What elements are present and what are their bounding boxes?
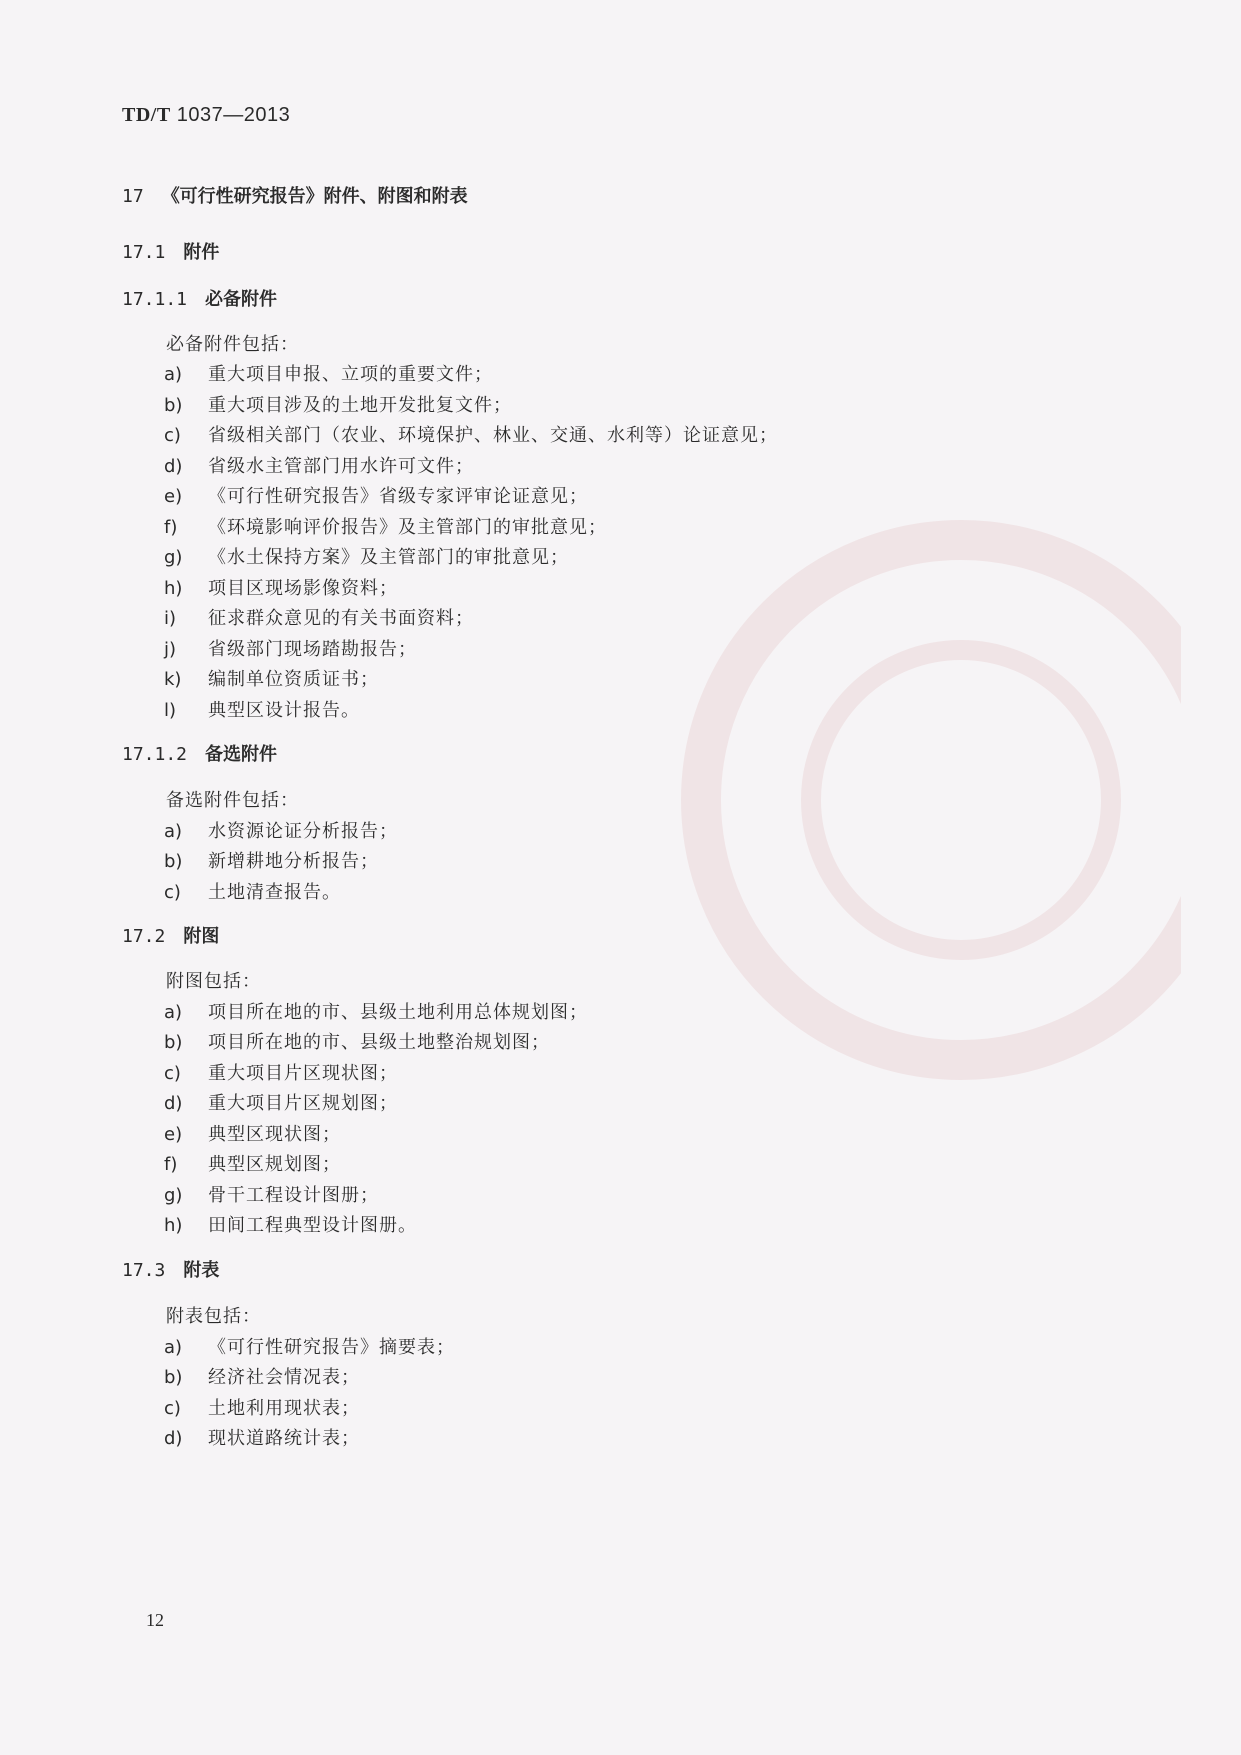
show-through-watermark bbox=[661, 180, 1181, 1480]
list-item: l) 典型区设计报告。 bbox=[164, 700, 360, 721]
standard-code-header bbox=[122, 104, 290, 127]
section-number: 17.1.2 bbox=[122, 744, 188, 765]
section-title: 附表 bbox=[183, 1260, 220, 1281]
list-item: a) 重大项目申报、立项的重要文件； bbox=[164, 364, 493, 385]
list-item: j) 省级部门现场踏勘报告； bbox=[164, 639, 417, 660]
list-item: c) 重大项目片区现状图； bbox=[164, 1063, 398, 1084]
intro-text: 附图包括： bbox=[166, 971, 261, 992]
section-number: 17.1 bbox=[122, 242, 166, 263]
list-item: d) 省级水主管部门用水许可文件； bbox=[164, 456, 474, 477]
list-item: h) 田间工程典型设计图册。 bbox=[164, 1215, 417, 1236]
list-item: b) 重大项目涉及的土地开发批复文件； bbox=[164, 395, 512, 416]
list-item: i) 征求群众意见的有关书面资料； bbox=[164, 608, 474, 629]
list-item: c) 土地利用现状表； bbox=[164, 1398, 360, 1419]
list-item: f) 典型区规划图； bbox=[164, 1154, 341, 1175]
section-17-1-heading bbox=[122, 238, 219, 264]
list-item: a) 《可行性研究报告》摘要表； bbox=[164, 1337, 455, 1358]
list-item: c) 土地清查报告。 bbox=[164, 882, 341, 903]
list-item: k) 编制单位资质证书； bbox=[164, 669, 379, 690]
list-item: f) 《环境影响评价报告》及主管部门的审批意见； bbox=[164, 517, 607, 538]
section-number: 17.1.1 bbox=[122, 289, 188, 310]
section-number: 17.2 bbox=[122, 926, 166, 947]
list-item: e) 典型区现状图； bbox=[164, 1124, 341, 1145]
list-item: d) 现状道路统计表； bbox=[164, 1428, 360, 1449]
section-title: 附件 bbox=[183, 242, 220, 263]
section-17-1-2-heading bbox=[122, 740, 277, 766]
section-title: 附图 bbox=[183, 926, 220, 947]
section-17-2-heading bbox=[122, 922, 219, 948]
standard-number: 1037—2013 bbox=[176, 104, 291, 126]
section-number: 17.3 bbox=[122, 1260, 166, 1281]
intro-text: 必备附件包括： bbox=[166, 334, 299, 355]
list-item: d) 重大项目片区规划图； bbox=[164, 1093, 398, 1114]
section-17-3-heading bbox=[122, 1256, 219, 1282]
section-title: 备选附件 bbox=[205, 744, 278, 765]
list-item: g) 《水土保持方案》及主管部门的审批意见； bbox=[164, 547, 569, 568]
list-item: h) 项目区现场影像资料； bbox=[164, 578, 398, 599]
section-number: 17 bbox=[122, 186, 144, 207]
standard-code: TD/T bbox=[122, 104, 171, 126]
list-item: c) 省级相关部门（农业、环境保护、林业、交通、水利等）论证意见； bbox=[164, 425, 778, 446]
page-number: 12 bbox=[146, 1610, 164, 1630]
intro-text: 附表包括： bbox=[166, 1306, 261, 1327]
section-title: 必备附件 bbox=[205, 289, 278, 310]
section-title: 《可行性研究报告》附件、附图和附表 bbox=[161, 186, 468, 207]
list-item: b) 项目所在地的市、县级土地整治规划图； bbox=[164, 1032, 550, 1053]
list-item: b) 新增耕地分析报告； bbox=[164, 851, 379, 872]
intro-text: 备选附件包括： bbox=[166, 790, 299, 811]
list-item: a) 项目所在地的市、县级土地利用总体规划图； bbox=[164, 1002, 588, 1023]
list-item: g) 骨干工程设计图册； bbox=[164, 1185, 379, 1206]
list-item: a) 水资源论证分析报告； bbox=[164, 821, 398, 842]
list-item: e) 《可行性研究报告》省级专家评审论证意见； bbox=[164, 486, 588, 507]
list-item: b) 经济社会情况表； bbox=[164, 1367, 360, 1388]
section-17-heading bbox=[122, 182, 468, 208]
section-17-1-1-heading bbox=[122, 285, 277, 311]
